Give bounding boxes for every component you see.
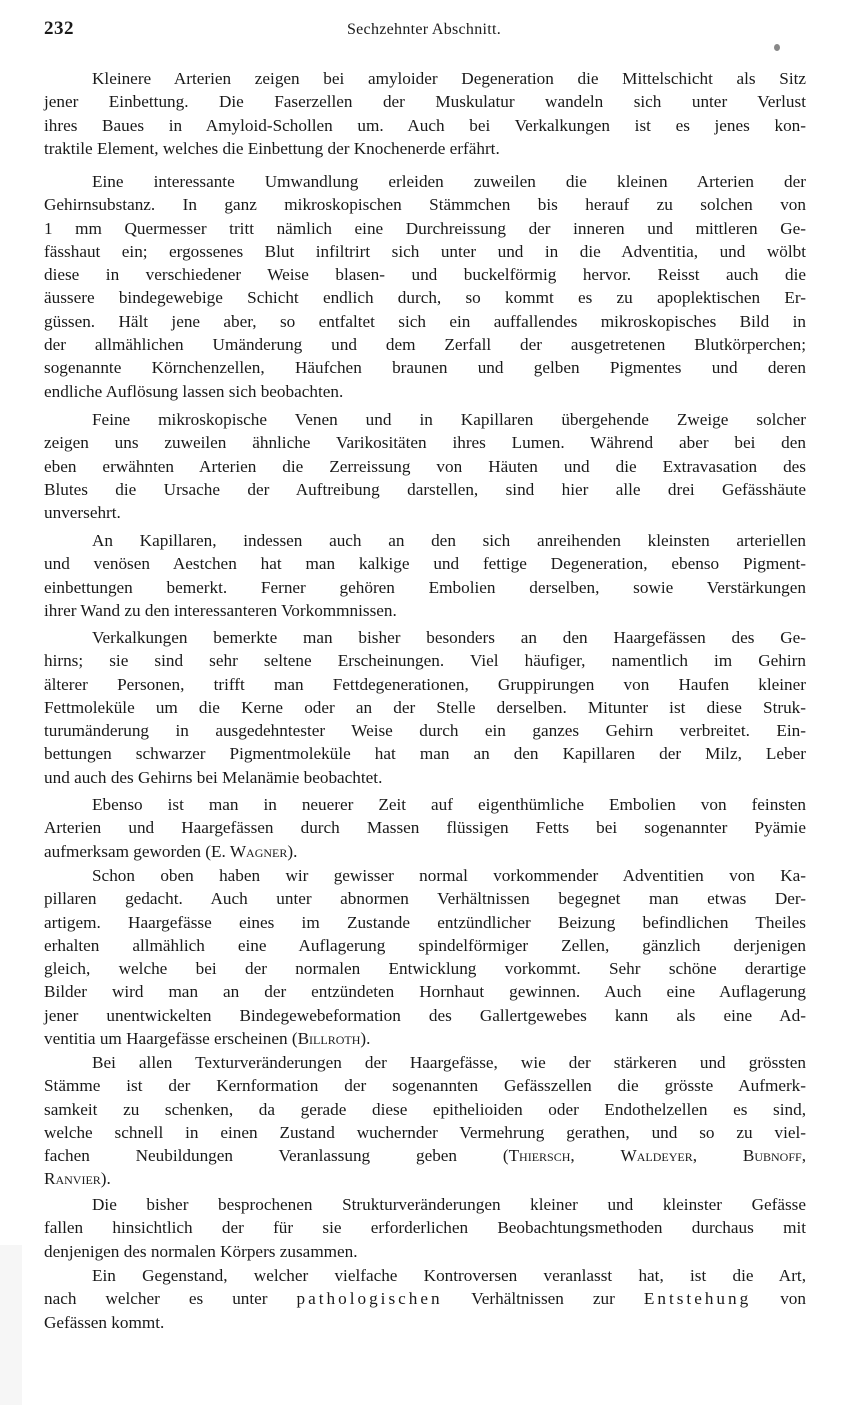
text-line: ihrer Wand zu den interessanteren Vorkommnissen. <box>44 600 397 620</box>
text-line: zeigen uns zuweilen ähnliche Varikositäten ihres Lumen. Während aber bei den <box>44 433 806 453</box>
text-run: aufmerksam geworden ( <box>44 841 212 861</box>
emphasized-term: pathologischen <box>296 1289 443 1309</box>
paragraph-4 <box>44 529 806 622</box>
author-citation: Thiersch <box>508 1146 571 1166</box>
text-line: traktile Element, welches die Einbettung der Knochenerde erfährt. <box>44 138 500 158</box>
text-line: Bei allen Texturveränderungen der Haargefässe, wie der stärkeren und grössten <box>92 1053 806 1072</box>
text-line: jener unentwickelten Bindegewebeformation des Gallertgewebes kann als eine Ad- <box>44 1005 806 1025</box>
text-line: Fettmoleküle um die Kerne oder an der Stelle derselben. Mitunter ist diese Struk- <box>44 697 806 717</box>
text-line <box>44 1027 806 1050</box>
author-citation: Ranvier <box>44 1169 101 1189</box>
text-line <box>44 1167 806 1190</box>
text-run: , <box>570 1146 621 1166</box>
text-line <box>44 1287 806 1310</box>
text-line: jener Einbettung. Die Faserzellen der Muskulatur wandeln sich unter Verlust <box>44 92 806 112</box>
text-line: artigem. Haargefässe eines im Zustande entzündlicher Beizung befindlichen Theiles <box>44 912 806 932</box>
text-line: und auch des Gehirns bei Melanämie beobachtet. <box>44 767 383 787</box>
emphasized-term: Entstehung <box>643 1289 752 1309</box>
page-header <box>44 18 804 44</box>
text-run: , <box>801 1146 806 1166</box>
paragraph-7 <box>44 864 806 1050</box>
paragraph-2 <box>44 170 806 403</box>
text-run: von <box>751 1289 806 1309</box>
text-line: 1 mm Quermesser tritt nämlich eine Durchreissung der inneren und mittleren Ge- <box>44 218 806 238</box>
text-line: turumänderung in ausgedehntester Weise durch ein ganzes Gehirn verbreitet. Ein- <box>44 721 806 741</box>
text-line: Bilder wird man an der entzündeten Hornhaut gewinnen. Auch eine Auflagerung <box>44 982 806 1002</box>
text-line: Die bisher besprochenen Strukturveränderungen kleiner und kleinster Gefässe <box>92 1195 806 1214</box>
paragraph-3 <box>44 408 806 524</box>
paragraph-8 <box>44 1051 806 1191</box>
text-line <box>44 840 806 863</box>
text-run: fachen Neubildungen Veranlassung geben ( <box>44 1146 509 1166</box>
text-run: , <box>692 1146 743 1166</box>
text-run: nach welcher es unter <box>44 1289 297 1309</box>
text-line: Schon oben haben wir gewisser normal vorkommender Adventitien von Ka- <box>92 866 806 885</box>
text-line: welche schnell in einen Zustand wuchernder Vermehrung gerathen, und so zu viel- <box>44 1122 806 1142</box>
text-line: und venösen Aestchen hat man kalkige und fettige Degeneration, ebenso Pigment- <box>44 554 806 574</box>
paragraph-5 <box>44 626 806 789</box>
scan-margin-strip <box>0 1245 22 1405</box>
text-line: samkeit zu schenken, da gerade diese epithelioiden oder Endothelzellen es sind, <box>44 1099 806 1119</box>
running-title: Sechzehnter Abschnitt. <box>346 21 502 38</box>
text-line: äussere bindegewebige Schicht endlich durch, so kommt es zu apoplektischen Er- <box>44 288 806 308</box>
text-line: unversehrt. <box>44 503 121 523</box>
text-line: der allmählichen Umänderung und dem Zerfall der ausgetretenen Blutkörperchen; <box>44 335 806 355</box>
text-line: Gehirnsubstanz. In ganz mikroskopischen Stämmchen bis herauf zu solchen von <box>44 195 806 215</box>
paragraph-10 <box>44 1264 806 1334</box>
text-line: Kleinere Arterien zeigen bei amyloider Degeneration die Mittelschicht als Sitz <box>92 69 806 88</box>
text-line: älterer Personen, trifft man Fettdegenerationen, Gruppirungen von Haufen kleiner <box>44 674 806 694</box>
text-line: einbettungen bemerkt. Ferner gehören Embolien derselben, sowie Verstärkungen <box>44 577 806 597</box>
author-citation: Waldeyer <box>620 1146 693 1166</box>
author-citation: Billroth <box>297 1029 361 1049</box>
text-line: Eine interessante Umwandlung erleiden zuweilen die kleinen Arterien der <box>92 172 806 191</box>
text-line: fässhaut ein; ergossenes Blut infiltrirt sich unter und in die Adventitia, und wölbt <box>44 241 806 261</box>
paragraph-9 <box>44 1193 806 1263</box>
text-line: Feine mikroskopische Venen und in Kapillaren übergehende Zweige solcher <box>92 410 806 429</box>
text-line: denjenigen des normalen Körpers zusammen. <box>44 1241 358 1261</box>
text-line: ihres Baues in Amyloid-Schollen um. Auch bei Verkalkungen ist es jenes kon- <box>44 115 806 135</box>
text-line: gleich, welche bei der normalen Entwicklung vorkommt. Sehr schöne derartige <box>44 959 806 979</box>
text-line: hirns; sie sind sehr seltene Erscheinungen. Viel häufiger, namentlich im Gehirn <box>44 651 806 671</box>
text-line: Arterien und Haargefässen durch Massen flüssigen Fetts bei sogenannter Pyämie <box>44 818 806 838</box>
paragraph-1 <box>44 67 806 160</box>
text-line: güssen. Hält jene aber, so entfaltet sich ein auffallendes mikroskopisches Bild in <box>44 311 806 331</box>
text-line: erhalten allmählich eine Auflagerung spindelförmiger Zellen, gänzlich derjenigen <box>44 935 806 955</box>
text-line: pillaren gedacht. Auch unter abnormen Verhältnissen begegnet man etwas Der- <box>44 889 806 909</box>
paragraph-6 <box>44 793 806 863</box>
author-citation: E. Wagner <box>211 841 288 861</box>
text-line: sogenannte Körnchenzellen, Häufchen braunen und gelben Pigmentes und deren <box>44 358 806 378</box>
text-line: Gefässen kommt. <box>44 1312 165 1332</box>
text-line: Ebenso ist man in neuerer Zeit auf eigenthümliche Embolien von feinsten <box>92 795 806 814</box>
text-run: ). <box>360 1029 371 1049</box>
text-line: Blutes die Ursache der Auftreibung darstellen, sind hier alle drei Gefässhäute <box>44 479 806 499</box>
text-line: Verkalkungen bemerkte man bisher besonders an den Haargefässen des Ge- <box>92 628 806 647</box>
author-citation: Bubnoff <box>742 1146 802 1166</box>
text-line: bettungen schwarzer Pigmentmoleküle hat man an den Kapillaren der Milz, Leber <box>44 744 806 764</box>
text-line: eben erwähnten Arterien die Zerreissung von Häuten und die Extravasation des <box>44 456 806 476</box>
page-number: 232 <box>44 18 74 39</box>
text-run: Verhältnissen zur <box>442 1289 644 1309</box>
text-line: fallen hinsichtlich der für sie erforderlichen Beobachtungsmethoden durchaus mit <box>44 1218 806 1238</box>
text-line <box>44 1144 806 1167</box>
text-run: ). <box>100 1169 111 1189</box>
text-line: diese in verschiedener Weise blasen- und buckelförmig hervor. Reisst auch die <box>44 265 806 285</box>
scan-speck <box>774 44 780 51</box>
text-line: Ein Gegenstand, welcher vielfache Kontroversen veranlasst hat, ist die Art, <box>92 1266 806 1285</box>
text-run: ). <box>287 841 298 861</box>
text-line: endliche Auflösung lassen sich beobachten. <box>44 381 344 401</box>
text-run: ventitia um Haargefässe erscheinen ( <box>44 1029 298 1049</box>
text-line: Stämme ist der Kernformation der sogenannten Gefässzellen die grösste Aufmerk- <box>44 1076 806 1096</box>
text-line: An Kapillaren, indessen auch an den sich anreihenden kleinsten arteriellen <box>92 531 806 550</box>
